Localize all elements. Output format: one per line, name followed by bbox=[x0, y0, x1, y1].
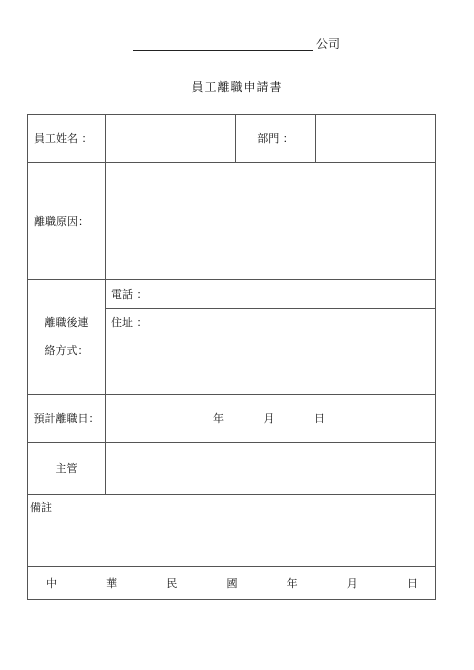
expected-leave-date-field[interactable] bbox=[106, 395, 436, 443]
leave-date-month: 月 bbox=[263, 412, 275, 425]
supervisor-label: 主管 bbox=[28, 443, 106, 495]
supervisor-signature-field[interactable] bbox=[106, 443, 436, 495]
footer-date-char: 國 bbox=[226, 576, 238, 590]
footer-date-char: 月 bbox=[346, 576, 358, 590]
contact-label-line1: 離職後連 bbox=[44, 316, 89, 329]
address-field[interactable] bbox=[106, 309, 436, 395]
department-label: 部門 ： bbox=[236, 115, 316, 163]
footer-date-char: 年 bbox=[286, 576, 298, 590]
document-title: 員工離職申請書 bbox=[191, 80, 283, 94]
resignation-reason-field[interactable] bbox=[106, 163, 436, 280]
leave-date-day: 日 bbox=[314, 412, 325, 425]
expected-leave-date-label: 預計離職日： bbox=[28, 395, 106, 443]
resignation-reason-label: 離職原因： bbox=[28, 163, 106, 280]
resignation-form-table bbox=[27, 114, 436, 600]
employee-name-field[interactable] bbox=[106, 115, 236, 163]
footer-date-row bbox=[28, 567, 436, 600]
footer-date-char: 民 bbox=[166, 576, 178, 590]
employee-name-label: 員工姓名 ： bbox=[28, 115, 106, 163]
remarks-field[interactable] bbox=[28, 495, 436, 567]
contact-label-line2: 絡方式： bbox=[44, 344, 89, 357]
company-suffix: 公司 bbox=[316, 37, 341, 51]
address-label: 住址 ： bbox=[111, 316, 148, 329]
phone-label: 電話 ： bbox=[111, 287, 148, 301]
footer-date-char: 華 bbox=[106, 576, 118, 590]
leave-date-year: 年 bbox=[213, 412, 224, 425]
footer-date-char: 日 bbox=[406, 576, 418, 590]
footer-date-char: 中 bbox=[46, 576, 57, 590]
company-name-blank-line[interactable] bbox=[133, 50, 313, 51]
post-resignation-contact-label bbox=[28, 280, 106, 395]
phone-field[interactable] bbox=[106, 280, 436, 309]
remarks-label: 備註 bbox=[30, 501, 52, 514]
department-field[interactable] bbox=[316, 115, 436, 163]
